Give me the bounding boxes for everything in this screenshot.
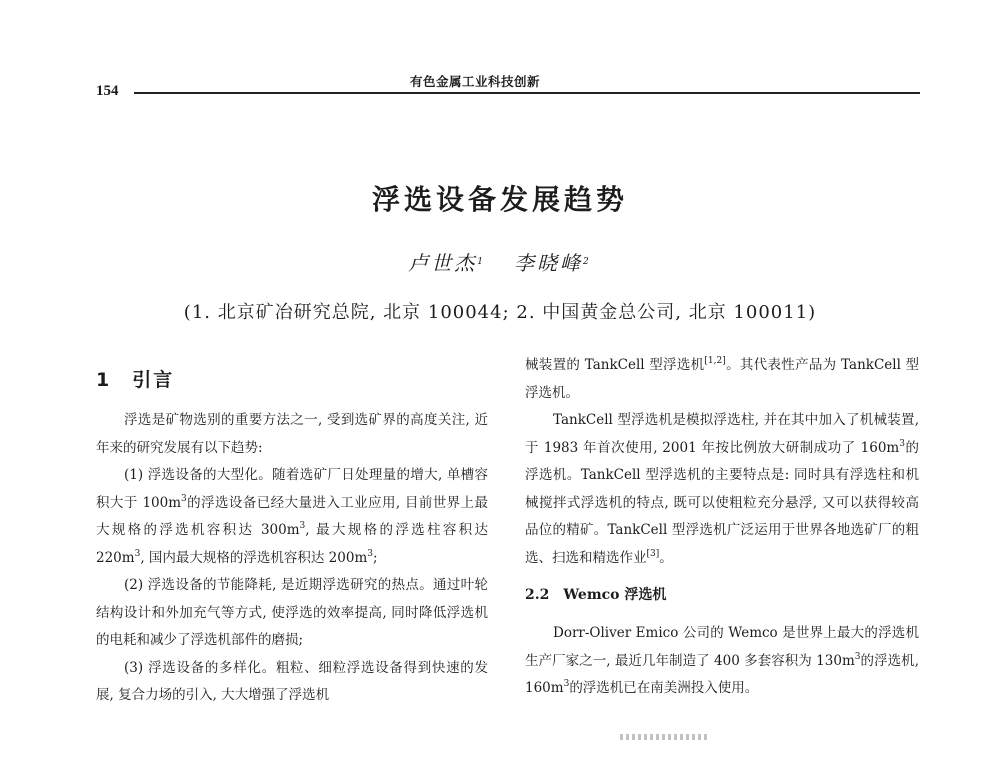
- text-run: 械装置的 TankCell 型浮选机: [525, 357, 705, 373]
- paragraph: [525, 407, 919, 572]
- header-rule: [134, 92, 920, 94]
- text-run: , 国内最大规格的浮选机容积达 200m: [140, 549, 368, 566]
- text-run: 。其代表性产品为 TankCell 型浮选机。: [525, 357, 919, 401]
- author-name: 李晓峰: [514, 251, 583, 275]
- author-line: [0, 247, 1000, 276]
- superscript: 3: [854, 651, 861, 662]
- superscript: 3: [367, 548, 373, 559]
- right-column: [525, 352, 919, 703]
- superscript: 3: [181, 493, 187, 504]
- text-run: 的浮选机已在南美洲投入使用。: [569, 680, 759, 696]
- paragraph: [525, 352, 919, 407]
- text-run: 的浮选设备已经大量进入工业应用, 目前世界上最大规格的浮选机容积达 300m: [96, 494, 488, 538]
- text-run: , 最大规格的浮选柱容积达 220m: [96, 522, 488, 566]
- citation-mark: [3]: [646, 548, 660, 559]
- superscript: 3: [899, 438, 905, 449]
- affiliation-line: (1. 北京矿冶研究总院, 北京 100044; 2. 中国黄金总公司, 北京 100011): [183, 302, 817, 323]
- citation-mark: [1,2]: [704, 356, 726, 366]
- paragraph: (2) 浮选设备的节能降耗, 是近期浮选研究的热点。通过叶轮结构设计和外加充气等方式, 使浮选的效率提高, 同时降低浮选机的电耗和减少了浮选机部件的磨损;: [96, 577, 488, 648]
- text-run: 。: [659, 549, 673, 566]
- author-affiliation-mark: 1: [477, 257, 486, 267]
- scan-artifact: [620, 734, 710, 740]
- paragraph: 浮选是矿物选别的重要方法之一, 受到选矿界的高度关注, 近年来的研究发展有以下趋势:: [96, 412, 488, 456]
- text-run: Dorr-Oliver Emico 公司的 Wemco 是世界上最大的浮选机生产厂家之一, 最近几年制造了 400 多套容积为 130m: [525, 625, 919, 669]
- author-name: 卢世杰: [408, 251, 478, 275]
- text-run: 的浮选机, 160m: [525, 652, 919, 696]
- superscript: 3: [563, 679, 570, 689]
- superscript: 3: [134, 548, 141, 559]
- left-column: [96, 352, 488, 710]
- text-run: (1) 浮选设备的大型化。随着选矿厂日处理量的增大, 单槽容积大于 100m: [96, 467, 488, 511]
- paragraph: [525, 620, 919, 703]
- paragraph: [96, 462, 488, 572]
- paragraph: (3) 浮选设备的多样化。粗粒、细粒浮选设备得到快速的发展, 复合力场的引入, 大大增强了浮选机: [96, 659, 488, 703]
- text-run: ;: [373, 549, 378, 566]
- text-run: TankCell 型浮选机是模拟浮选柱, 并在其中加入了机械装置, 于 1983 年首次使用, 2001 年按比例放大研制成功了 160m: [525, 412, 919, 456]
- superscript: 3: [299, 521, 306, 531]
- page-number: 154: [96, 83, 119, 99]
- text-run: 的浮选机。TankCell 型浮选机的主要特点是: 同时具有浮选柱和机械搅拌式浮选机的特点, 既可以使粗粒充分悬浮, 又可以获得较高品位的精矿。TankCell 型浮选机广泛运用于世界各地选矿厂的粗选、扫选和精选作业: [525, 439, 920, 566]
- author-affiliation-mark: 2: [583, 257, 592, 267]
- article-title: 浮选设备发展趋势: [371, 183, 628, 216]
- section-heading: 1 引言: [96, 369, 175, 391]
- journal-name: 有色金属工业科技创新: [410, 74, 541, 89]
- subsection-heading: 2.2 Wemco 浮选机: [525, 587, 667, 603]
